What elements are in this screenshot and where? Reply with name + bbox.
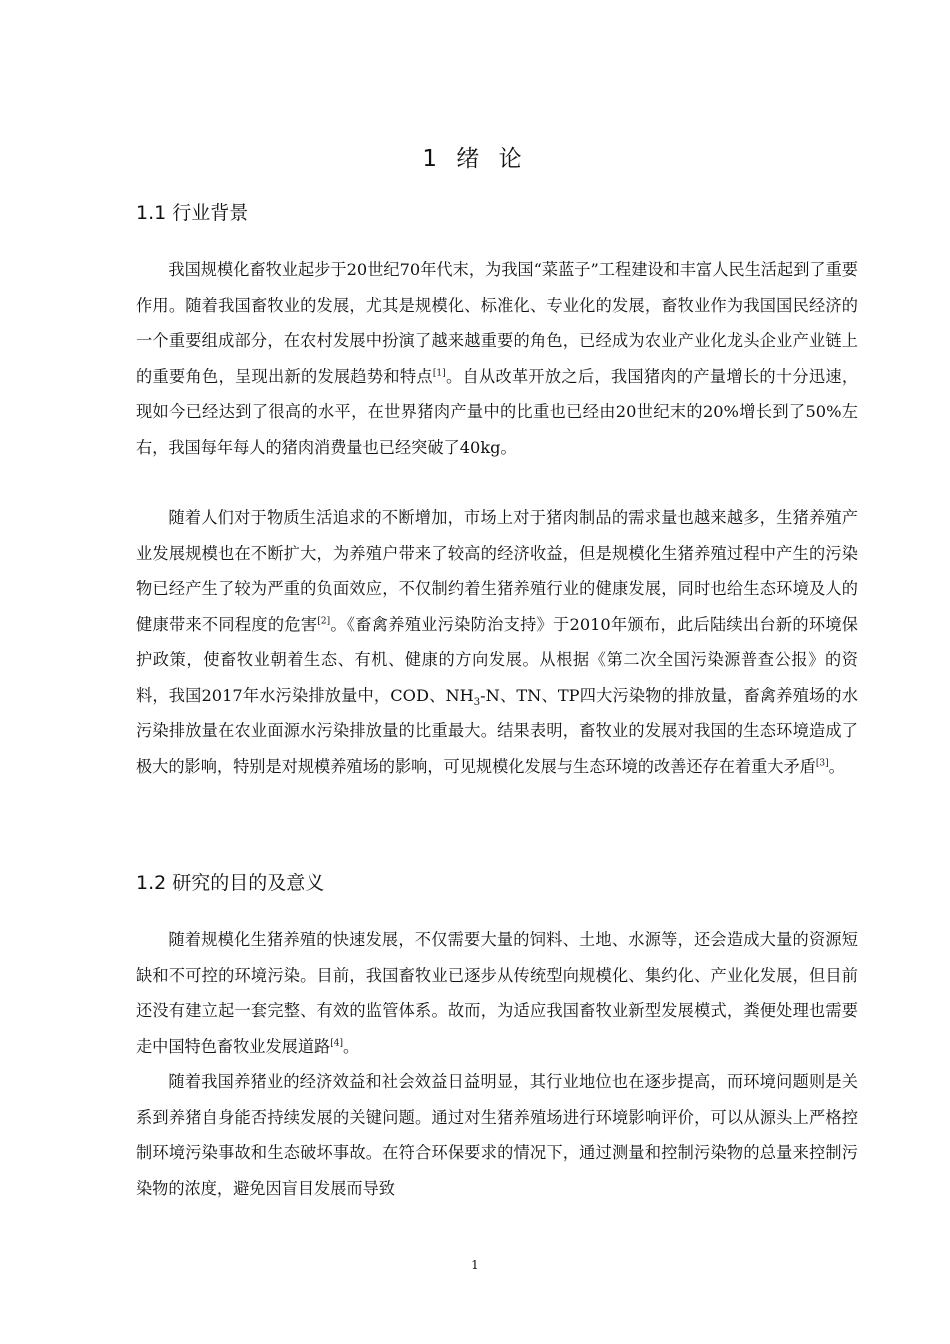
- citation-1: [1]: [432, 368, 446, 379]
- paragraph-4-text-a: 随着我国养猪业的经济效益和社会效益日益明显，其行业地位也在逐步提高，而环境问题则是关系到养猪自身能否持续发展的关键问题。通过对生猪养殖场进行环境影响评价，可以从源头上严格控制环境污染事故和生态破坏事故。在符合环保要求的情况下，通过测量和控制污染物的总量来控制污染物的浓度，避免因盲目发展而导致: [136, 1072, 858, 1198]
- paragraph-1: [136, 252, 858, 465]
- paragraph-3-text-b: 。: [343, 1036, 360, 1056]
- citation-3: [3]: [815, 758, 829, 769]
- paragraph-3-text-a: 随着规模化生猪养殖的快速发展，不仅需要大量的饲料、土地、水源等，还会造成大量的资源短缺和不可控的环境污染。目前，我国畜牧业已逐步从传统型向规模化、集约化、产业化发展，但目前还没有建立起一套完整、有效的监管体系。故而，为适应我国畜牧业新型发展模式，粪便处理也需要走中国特色畜牧业发展道路: [136, 930, 858, 1056]
- paragraph-2-text-b: 。《畜禽养殖业污染防治支持》于2010年颁布，此后陆续出台新的环境保护政策，使畜牧业朝着生态、有机、健康的方向发展。从根据《第二次全国污染源普查公报》的资料，我国2017年水污染排放量中，COD、NH: [136, 614, 858, 705]
- citation-4: [4]: [330, 1038, 343, 1049]
- section-heading-industry-background: 1.1 行业背景: [136, 202, 249, 224]
- paragraph-1-text-a: 我国规模化畜牧业起步于20世纪70年代末，为我国“菜蓝子”工程建设和丰富人民生活起到了重要作用。随着我国畜牧业的发展，尤其是规模化、标准化、专业化的发展，畜牧业作为我国国民经济的一个重要组成部分，在农村发展中扮演了越来越重要的角色，已经成为农业产业化龙头企业产业链上的重要角色，呈现出新的发展趋势和特点: [136, 260, 858, 386]
- paragraph-1-text-b: 。自从改革开放之后，我国猪肉的产量增长的十分迅速，现如今已经达到了很高的水平，在世界猪肉产量中的比重也已经由20世纪末的20%增长到了50%左右，我国每年每人的猪肉消费量也已经突破了40kg。: [136, 366, 859, 457]
- paragraph-2-text-d: 。: [828, 756, 845, 776]
- page-number: 1: [471, 1258, 479, 1272]
- section-heading-purpose-significance: 1.2 研究的目的及意义: [136, 872, 325, 894]
- chapter-title: 1 绪 论: [422, 146, 528, 172]
- citation-2: [2]: [317, 616, 331, 627]
- paragraph-3: [136, 922, 858, 1064]
- paragraph-2-text-c: -N、TN、TP四大污染物的排放量，畜禽养殖场的水污染排放量在农业面源水污染排放量的比重最大。结果表明，畜牧业的发展对我国的生态环境造成了极大的影响，特别是对规模养殖场的影响，可见规模化发展与生态环境的改善还存在着重大矛盾: [136, 685, 858, 776]
- paragraph-2: [136, 500, 858, 784]
- subscript-3: 3: [473, 696, 481, 708]
- paragraph-4: [136, 1064, 858, 1206]
- paragraph-2-text-a: 随着人们对于物质生活追求的不断增加，市场上对于猪肉制品的需求量也越来越多，生猪养殖产业发展规模也在不断扩大，为养殖户带来了较高的经济收益，但是规模化生猪养殖过程中产生的污染物已经产生了较为严重的负面效应，不仅制约着生猪养殖行业的健康发展，同时也给生态环境及人的健康带来不同程度的危害: [136, 508, 858, 634]
